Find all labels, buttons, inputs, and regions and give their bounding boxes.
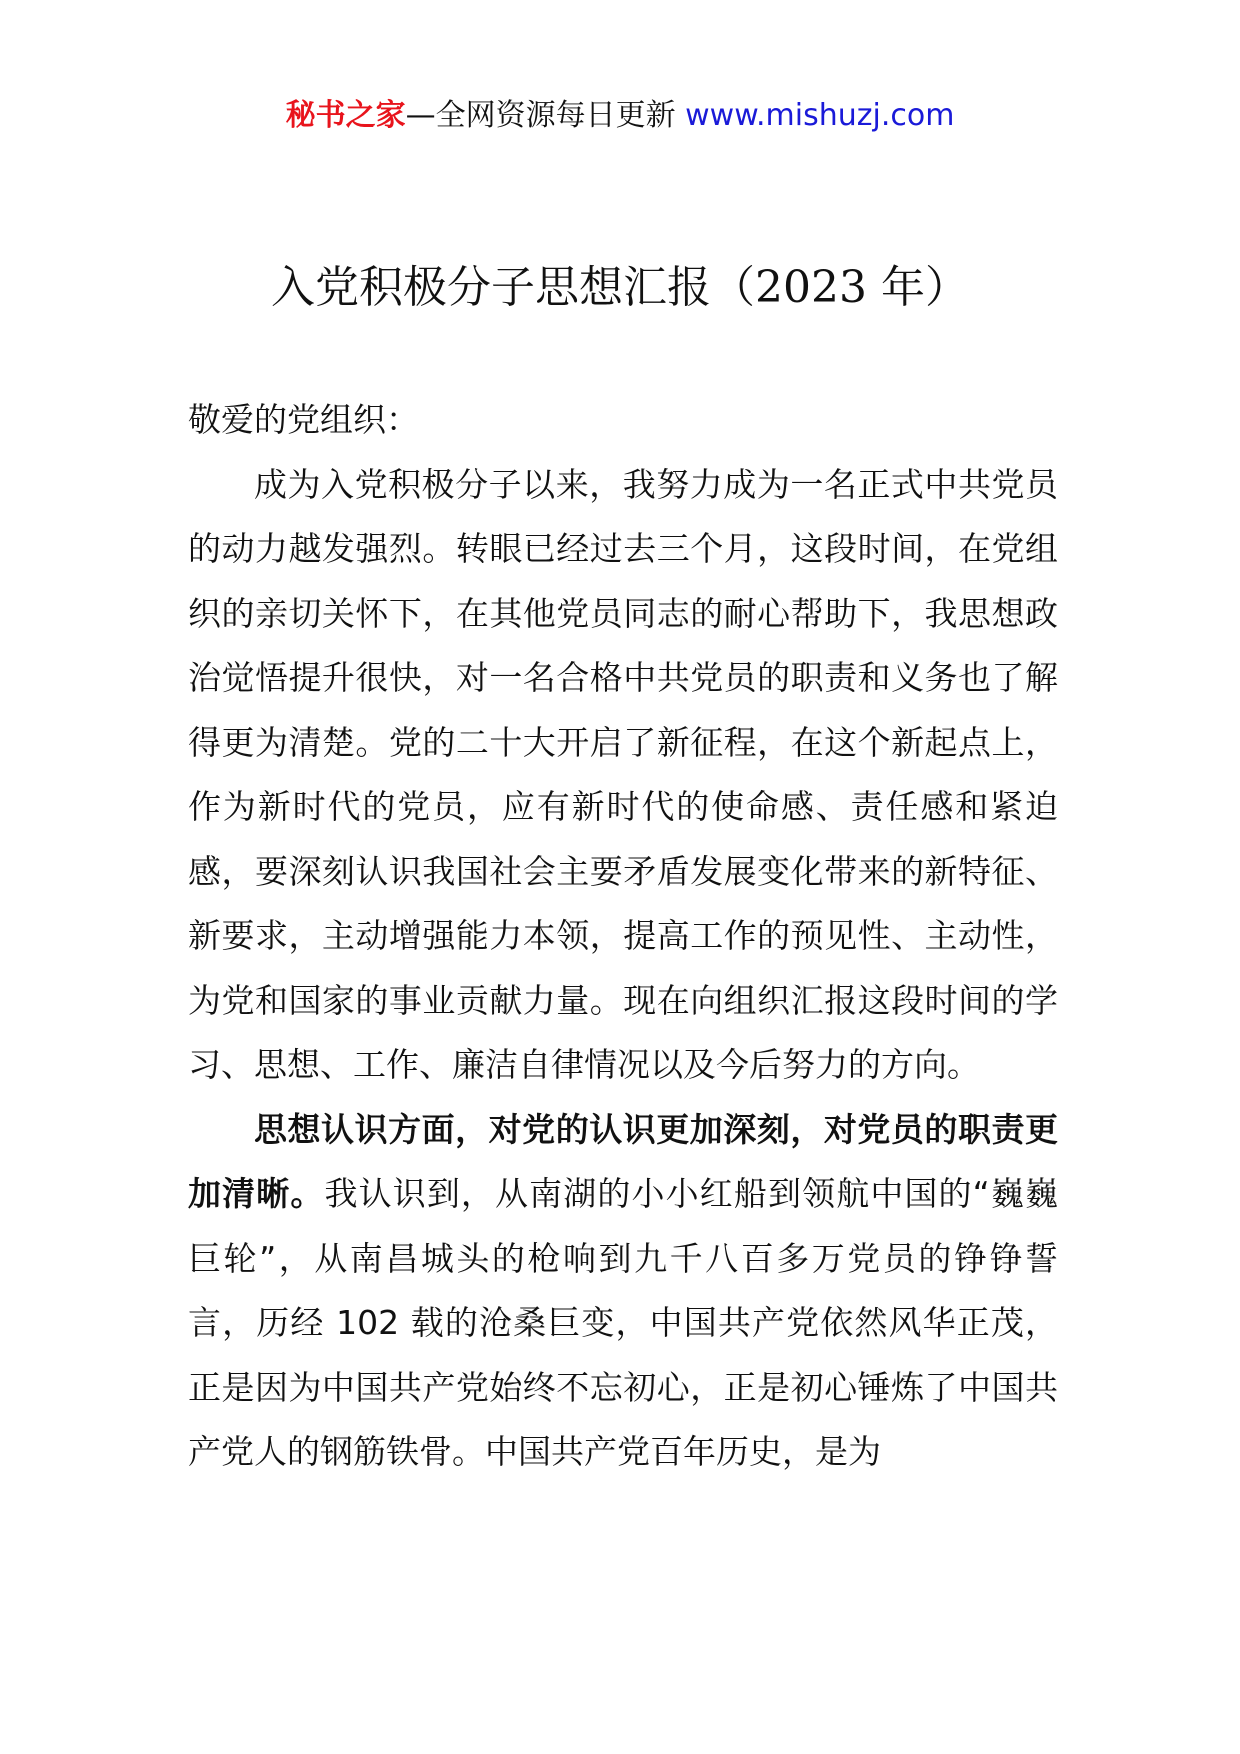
paragraph-1: 成为入党积极分子以来，我努力成为一名正式中共党员的动力越发强烈。转眼已经过去三个月，这段时间，在党组织的亲切关怀下，在其他党员同志的耐心帮助下，我思想政治觉悟提升很快，对一名合格中共党员的职责和义务也了解得更为清楚。党的二十大开启了新征程，在这个新起点上，作为新时代的党员，应有新时代的使命感、责任感和紧迫感，要深刻认识我国社会主要矛盾发展变化带来的新特征、新要求，主动增强能力本领，提高工作的预见性、主动性，为党和国家的事业贡献力量。现在向组织汇报这段时间的学习、思想、工作、廉洁自律情况以及今后努力的方向。 [188, 464, 1058, 1084]
title-main-text: 入党积极分子思想汇报 [271, 262, 712, 313]
site-header [0, 96, 1240, 136]
site-url-link[interactable]: www.mishuzj.com [685, 98, 955, 133]
document-title [0, 258, 1240, 318]
header-tagline: —全网资源每日更新 [405, 98, 686, 133]
paragraph-2-heading: 思想认识方面，对党的认识更加深刻，对党员的职责更加清晰。 [188, 1109, 1058, 1213]
salutation: 敬爱的党组织： [188, 400, 419, 439]
title-year-text: （2023 年） [711, 262, 969, 313]
paragraph-2 [188, 1098, 1058, 1485]
brand-name: 秘书之家 [285, 98, 406, 133]
document-body [188, 388, 1058, 1485]
paragraph-2-body: 我认识到，从南湖的小小红船到领航中国的“巍巍巨轮”，从南昌城头的枪响到九千八百多万党员的铮铮誓言，历经 102 载的沧桑巨变，中国共产党依然风华正茂，正是因为中国共产党始终不忘初心，正是初心锤炼了中国共产党人的钢筋铁骨。中国共产党百年历史，是为 [188, 1174, 1058, 1471]
